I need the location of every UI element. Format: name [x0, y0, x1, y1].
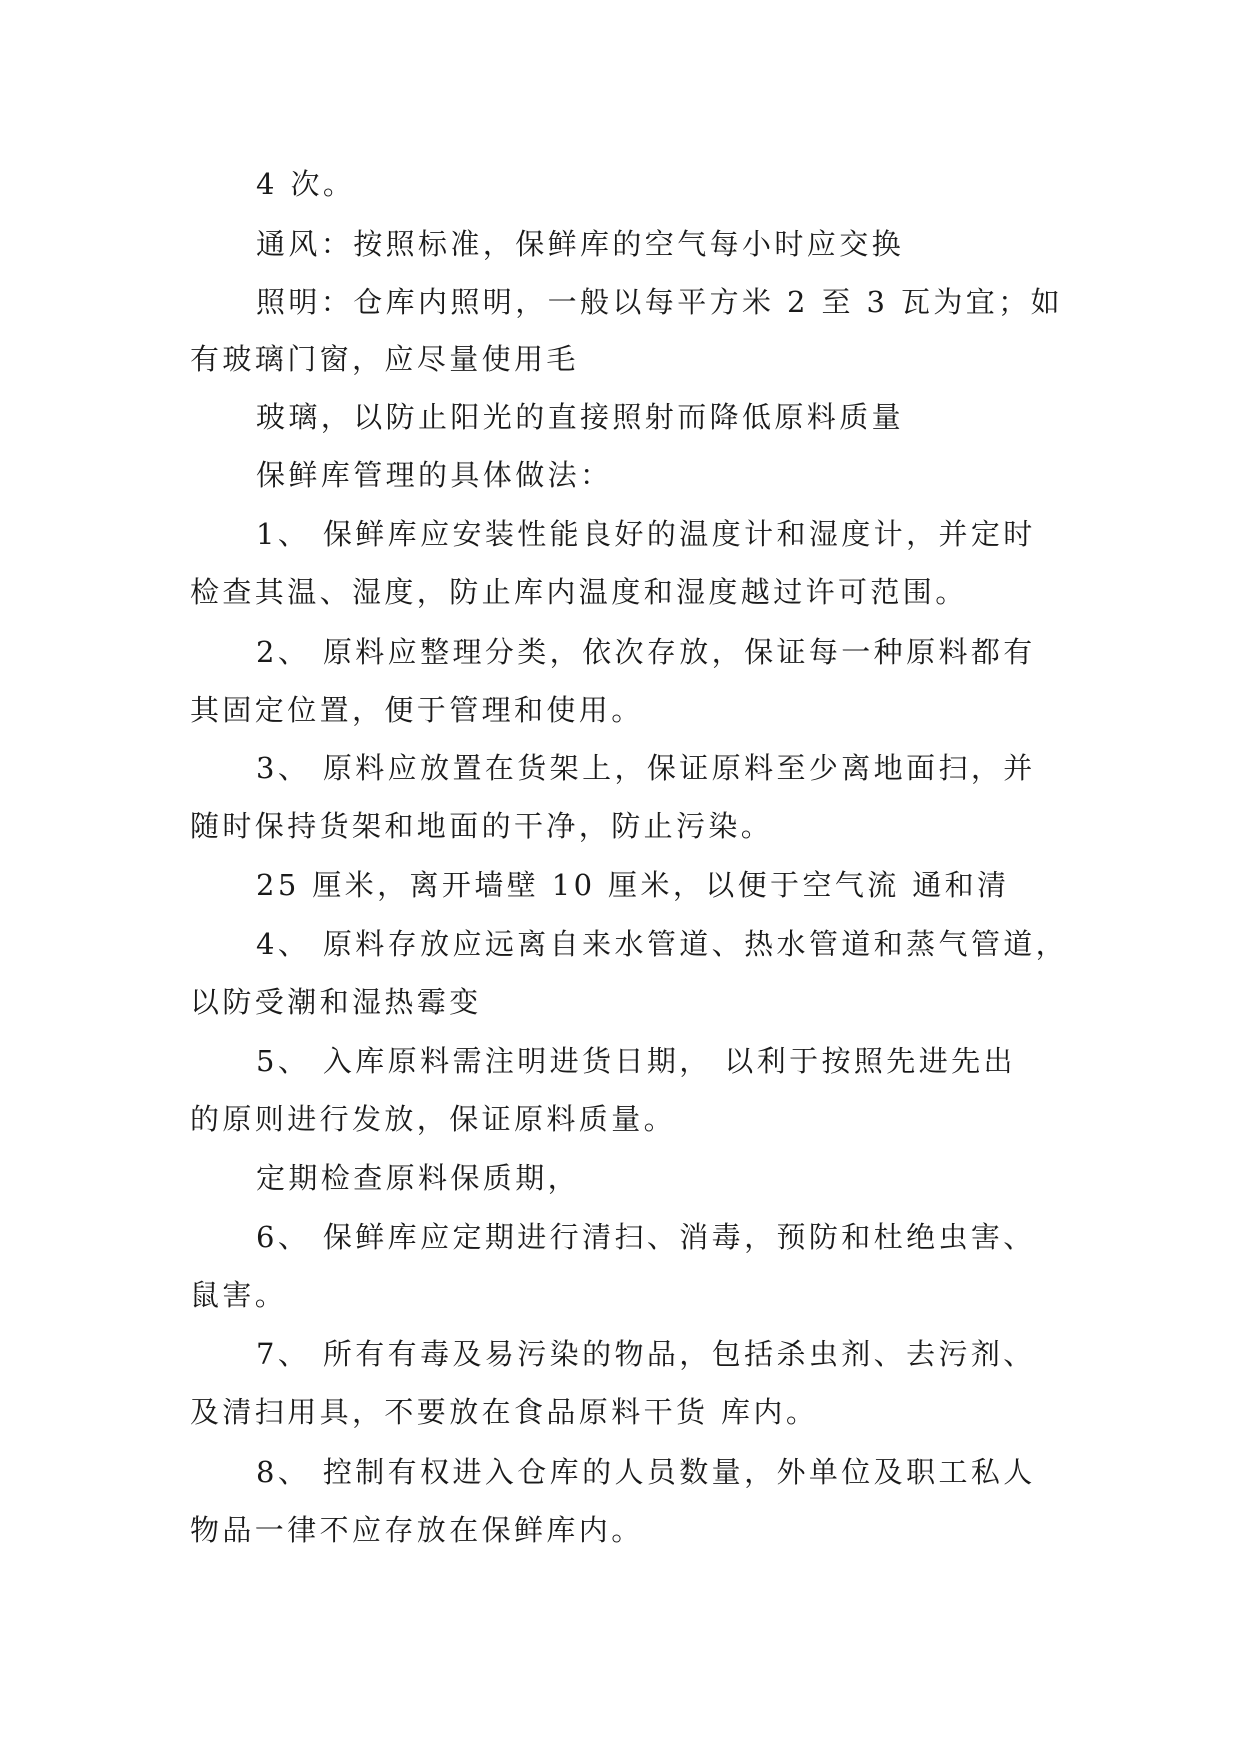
text-line-1: 4 次。	[256, 167, 356, 201]
text-line-4: 有玻璃门窗，应尽量使用毛	[190, 342, 579, 376]
text-line-16: 5、 入库原料需注明进货日期， 以利于按照先进先出	[256, 1044, 1016, 1078]
text-line-6: 保鲜库管理的具体做法：	[256, 458, 613, 492]
text-line-10: 其固定位置，便于管理和使用。	[190, 693, 644, 727]
text-line-8: 检查其温、湿度，防止库内温度和湿度越过许可范围。	[190, 575, 968, 609]
text-line-5: 玻璃，以防止阳光的直接照射而降低原料质量	[256, 400, 905, 434]
text-line-21: 7、 所有有毒及易污染的物品，包括杀虫剂、去污剂、	[256, 1337, 1036, 1371]
text-line-14: 4、 原料存放应远离自来水管道、热水管道和蒸气管道，	[256, 927, 1069, 961]
text-line-23: 8、 控制有权进入仓库的人员数量，外单位及职工私人	[256, 1455, 1036, 1489]
text-line-13: 25 厘米，离开墙壁 10 厘米，以便于空气流 通和清	[256, 868, 1010, 902]
text-line-15: 以防受潮和湿热霉变	[190, 985, 482, 1019]
text-line-12: 随时保持货架和地面的干净，防止污染。	[190, 809, 774, 843]
text-line-24: 物品一律不应存放在保鲜库内。	[190, 1513, 644, 1547]
text-line-18: 定期检查原料保质期，	[256, 1161, 581, 1195]
text-line-2: 通风：按照标准，保鲜库的空气每小时应交换	[256, 227, 905, 261]
text-line-3: 照明：仓库内照明，一般以每平方米 2 至 3 瓦为宜；如	[256, 285, 1063, 319]
text-line-9: 2、 原料应整理分类，依次存放，保证每一种原料都有	[256, 635, 1036, 669]
text-line-17: 的原则进行发放，保证原料质量。	[190, 1102, 677, 1136]
text-line-7: 1、 保鲜库应安装性能良好的温度计和湿度计，并定时	[256, 517, 1036, 551]
text-line-20: 鼠害。	[190, 1278, 288, 1312]
text-line-11: 3、 原料应放置在货架上，保证原料至少离地面扫，并	[256, 751, 1036, 785]
text-line-19: 6、 保鲜库应定期进行清扫、消毒，预防和杜绝虫害、	[256, 1220, 1036, 1254]
text-line-22: 及清扫用具，不要放在食品原料干货 库内。	[190, 1395, 819, 1429]
